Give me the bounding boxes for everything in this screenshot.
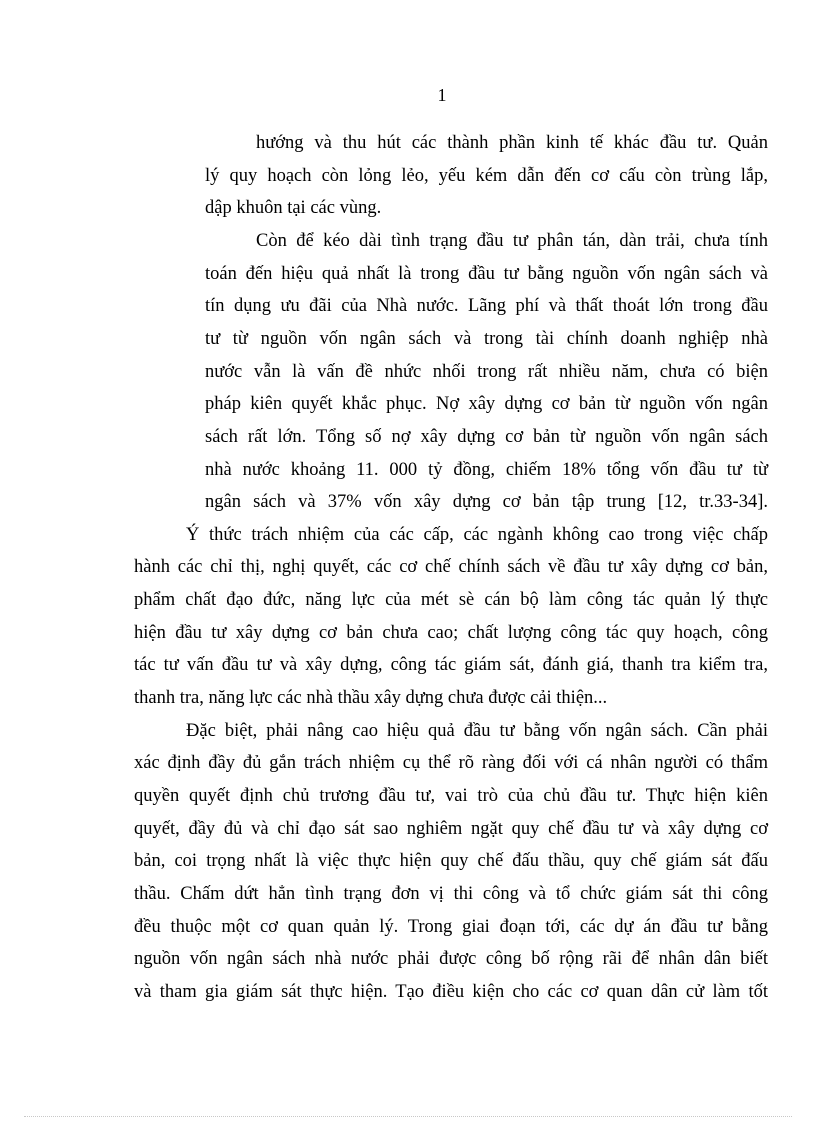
body-line: Còn để kéo dài tình trạng đầu tư phân tán, dàn trải, chưa tính [256, 231, 768, 251]
body-line: toán đến hiệu quả nhất là trong đầu tư bằng nguồn vốn ngân sách và [205, 264, 768, 284]
body-line: Ý thức trách nhiệm của các cấp, các ngành không cao trong việc chấp [186, 525, 768, 545]
body-line: nước vẫn là vấn đề nhức nhối trong rất nhiều năm, chưa có biện [205, 362, 768, 382]
body-line: bản, coi trọng nhất là việc thực hiện quy chế đấu thầu, quy chế giám sát đấu [134, 851, 768, 871]
body-line: hiện đầu tư xây dựng cơ bản chưa cao; chất lượng công tác quy hoạch, công [134, 623, 768, 643]
body-line: tín dụng ưu đãi của Nhà nước. Lãng phí và thất thoát lớn trong đầu [205, 296, 768, 316]
body-line: nguồn vốn ngân sách nhà nước phải được công bố rộng rãi để nhân dân biết [134, 949, 768, 969]
body-line: xác định đầy đủ gắn trách nhiệm cụ thể rõ ràng đối với cá nhân người có thẩm [134, 753, 768, 773]
body-line: Đặc biệt, phải nâng cao hiệu quả đầu tư bằng vốn ngân sách. Cần phải [186, 721, 768, 741]
body-line: tác tư vấn đầu tư và xây dựng, công tác giám sát, đánh giá, thanh tra kiểm tra, [134, 655, 768, 675]
body-line: sách rất lớn. Tổng số nợ xây dựng cơ bản từ nguồn vốn ngân sách [205, 427, 768, 447]
page-number: 1 [437, 85, 447, 105]
body-line: quyền quyết định chủ trương đầu tư, vai trò của chủ đầu tư. Thực hiện kiên [134, 786, 768, 806]
body-line: nhà nước khoảng 11. 000 tỷ đồng, chiếm 18% tổng vốn đầu tư từ [205, 460, 768, 480]
body-line: dập khuôn tại các vùng. [205, 198, 382, 218]
body-line: quyết, đầy đủ và chỉ đạo sát sao nghiêm ngặt quy chế đầu tư và xây dựng cơ [134, 819, 768, 839]
body-line: đều thuộc một cơ quan quản lý. Trong giai đoạn tới, các dự án đầu tư bằng [134, 917, 768, 937]
body-line: pháp kiên quyết khắc phục. Nợ xây dựng cơ bản từ nguồn vốn ngân [205, 394, 768, 414]
body-line: hành các chỉ thị, nghị quyết, các cơ chế chính sách về đầu tư xây dựng cơ bản, [134, 557, 768, 577]
body-line: tư từ nguồn vốn ngân sách và trong tài chính doanh nghiệp nhà [205, 329, 768, 349]
body-line: và tham gia giám sát thực hiện. Tạo điều kiện cho các cơ quan dân cử làm tốt [134, 982, 768, 1002]
body-line: lý quy hoạch còn lỏng lẻo, yếu kém dẫn đến cơ cấu còn trùng lắp, [205, 166, 768, 186]
body-line: phẩm chất đạo đức, năng lực của mét sè cán bộ làm công tác quản lý thực [134, 590, 768, 610]
page-bottom-rule [24, 1116, 792, 1117]
body-line: thầu. Chấm dứt hẳn tình trạng đơn vị thi công và tổ chức giám sát thi công [134, 884, 768, 904]
body-line: thanh tra, năng lực các nhà thầu xây dựng chưa được cải thiện... [134, 688, 608, 708]
body-line: ngân sách và 37% vốn xây dựng cơ bản tập trung [12, tr.33-34]. [205, 492, 768, 512]
body-line: hướng và thu hút các thành phần kinh tế khác đầu tư. Quản [256, 133, 768, 153]
